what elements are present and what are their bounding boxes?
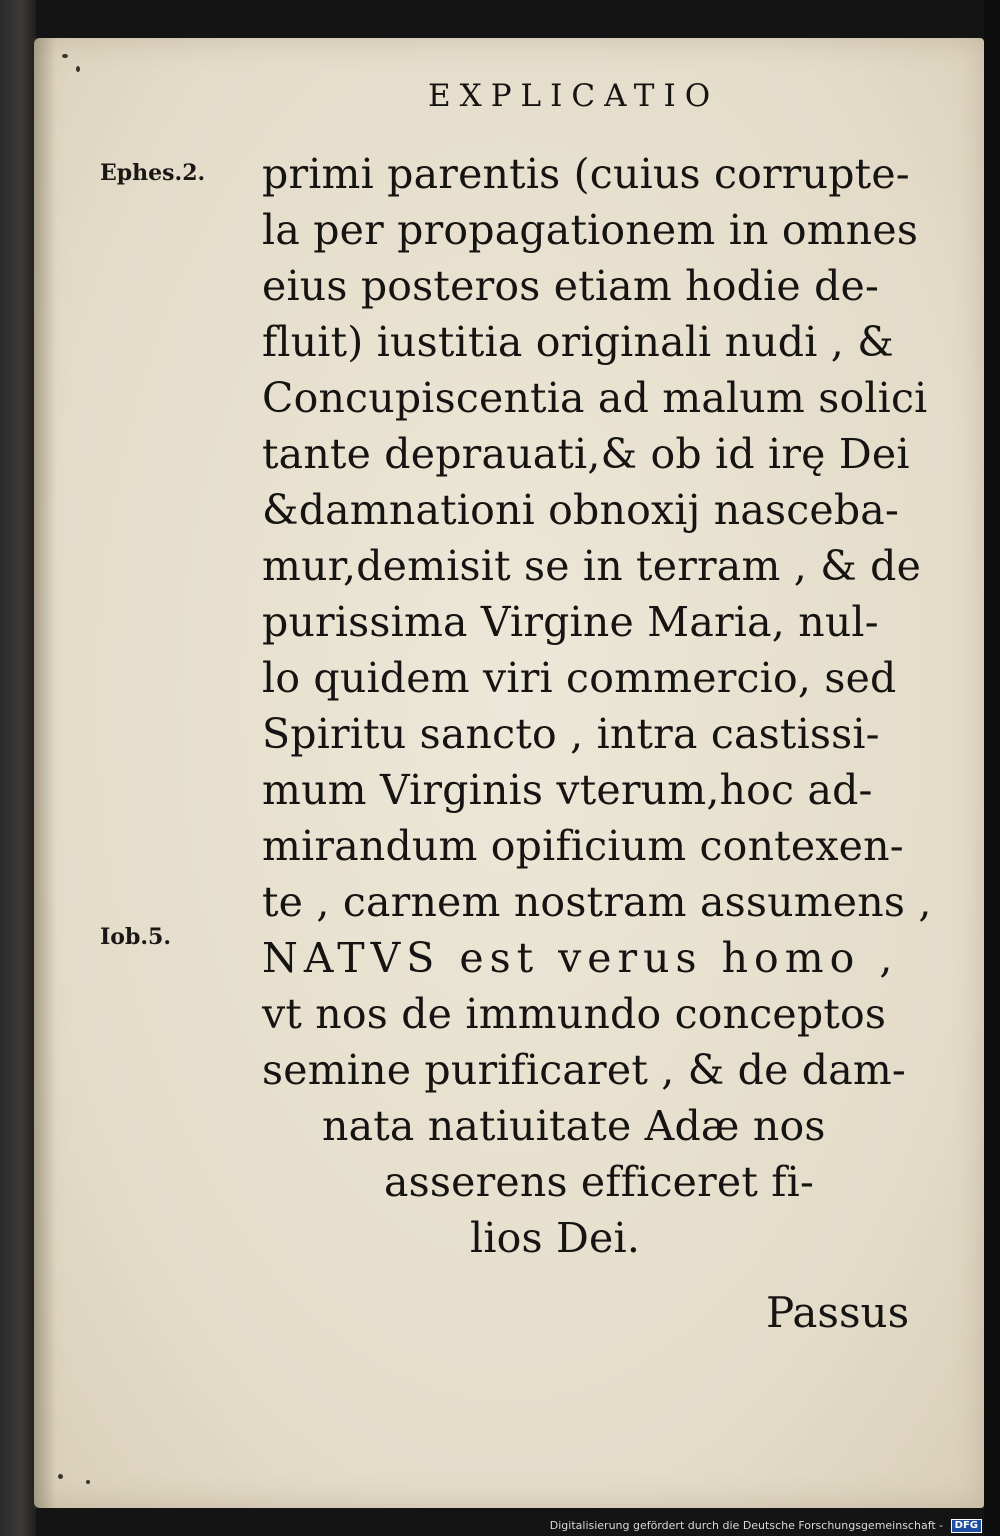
text-line: la per propagationem in omnes <box>262 206 919 254</box>
text-line: primi parentis (cuius corrupte- <box>262 150 910 198</box>
text-line: purissima Virgine Maria, nul- <box>262 598 879 646</box>
text-line: lo quidem viri commercio, sed <box>262 654 897 702</box>
text-line: eius posteros etiam hodie de- <box>262 262 880 310</box>
ink-speck <box>58 1474 63 1479</box>
scan-edge <box>984 0 1000 1536</box>
text-line: Spiritu sancto , intra castissi- <box>262 710 880 758</box>
text-line: asserens efficeret fi- <box>384 1158 814 1206</box>
ink-speck <box>86 1480 90 1484</box>
text-line: lios Dei. <box>470 1214 641 1262</box>
text-line: mirandum opificium contexen- <box>262 822 904 870</box>
text-line: te , carnem nostram assumens , <box>262 878 932 926</box>
text-line: NATVS est verus homo , <box>262 934 899 982</box>
credit-text: Digitalisierung gefördert durch die Deutsche Forschungsgemeinschaft - <box>549 1519 944 1532</box>
text-line: nata natiuitate Adæ nos <box>322 1102 826 1150</box>
digitization-credit <box>0 1519 982 1533</box>
text-line: fluit) iustitia originali nudi , & <box>262 318 894 366</box>
marginal-note-ephesians: Ephes.2. <box>100 160 206 186</box>
text-line: Concupiscentia ad malum solici <box>262 374 928 422</box>
catchword: Passus <box>766 1288 910 1337</box>
text-line: semine purificaret , & de dam- <box>262 1046 906 1094</box>
ink-speck <box>62 54 68 58</box>
dfg-logo-icon: DFG <box>951 1519 982 1533</box>
running-head: EXPLICATIO <box>428 78 720 114</box>
text-line: vt nos de immundo conceptos <box>262 990 887 1038</box>
text-line: mur,demisit se in terram , & de <box>262 542 922 590</box>
marginal-note-job: Iob.5. <box>100 924 171 950</box>
ink-speck <box>76 66 80 72</box>
text-line: &damnationi obnoxij nasceba- <box>262 486 899 534</box>
text-line: tante deprauati,& ob id irę Dei <box>262 430 910 478</box>
text-line: mum Virginis vterum,hoc ad- <box>262 766 873 814</box>
book-spine <box>0 0 36 1536</box>
